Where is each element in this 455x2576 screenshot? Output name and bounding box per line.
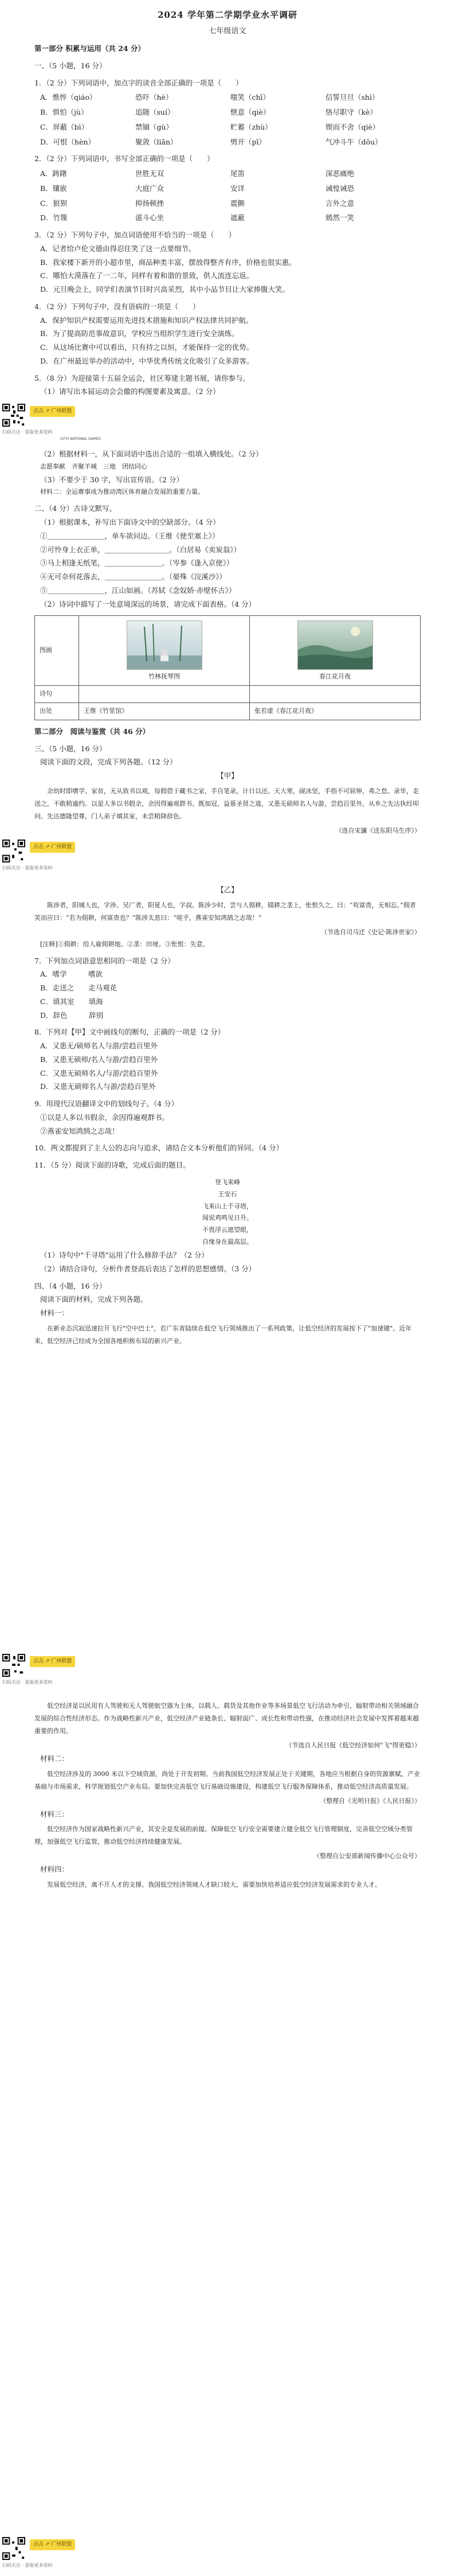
watermark-caption: 扫码关注 · 获取更多资料 (2, 430, 53, 435)
q6-line-4: ④无可奈何花落去，＿＿＿＿＿＿＿＿。（晏殊《浣溪沙》） (40, 572, 227, 581)
q1-a3: 嗤笑（chī） (230, 93, 270, 102)
passage-note: [注释]①佣耕：给人雇佣耕地。②垄：田埂。③怅恨：失意。 (40, 940, 209, 948)
q9-line-2: ②燕雀安知鸿鹄之志哉！ (40, 1126, 119, 1135)
q2-a3: 尾笛 (230, 169, 245, 178)
passage-a-label: 【甲】 (217, 771, 238, 780)
part2-heading: 第二部分 阅读与鉴赏（共 46 分） (34, 727, 150, 736)
watermark-badge[interactable]: 点击 ↗ 广州联盟 (30, 2539, 75, 2550)
q5-sub2: （2）根据材料一，从下面词语中选出合适的一组填入横线处。（2 分） (40, 450, 263, 458)
passage-b-text: 陈涉者，阳城人也，字涉。吴广者，阳夏人也，字叔。陈涉少时，尝与人佣耕，辍耕之垄上，怅恨久之，曰：“苟富贵，无相忘。”佣者笑而应曰：“若为佣耕，何富贵也？”陈涉太息曰：“嗟乎，燕雀安知鸿鹄之志哉！” (34, 901, 416, 922)
watermark-4 (0, 2535, 455, 2569)
q1-c1: C．屏蔽（bì） (40, 122, 89, 131)
poem-line-4: 自缘身在最高层。 (202, 1238, 253, 1246)
q11b: （2）请结合诗句，分析作者登高后表达了怎样的思想感情。（3 分） (40, 1264, 256, 1273)
q1-a2: 恐吓（hè） (135, 93, 173, 102)
bamboo-painting (127, 620, 202, 670)
q9-stem: 9．用现代汉语翻译文中的划线句子。（4 分） (34, 1099, 179, 1109)
qr-code-icon[interactable] (2, 1654, 25, 1677)
q4-stem: 4．（2 分）下列句子中，没有语病的一项是（ ） (34, 302, 200, 311)
q1-d1: D．可恨（hèn） (40, 137, 96, 146)
q1-b3: 惬意（qiè） (230, 108, 270, 117)
poem-author: 王安石 (218, 1190, 237, 1198)
poem-line-1: 飞来山上千寻塔， (202, 1202, 253, 1210)
q3-opt-d: D．元旦晚会上，同学们表演节目时兴高采烈，其中小品节目让大家捧腹大笑。 (40, 285, 290, 294)
right-painting-cell (250, 616, 421, 686)
q2-b1: B．镶嵌 (40, 184, 67, 193)
watermark-badge[interactable]: 点击 ↗ 广州联盟 (30, 1656, 75, 1667)
q2-a1: A．踌躇 (40, 169, 67, 178)
q4-opt-a: A．保护知识产权需要运用先进技术措施和知识产权法律共同护航。 (40, 315, 253, 325)
q1-row-b (40, 106, 421, 119)
material4-label: 材料四： (40, 1865, 69, 1874)
q8-opt-a: A．又患无/硕师名人与游/尝趋百里外 (40, 1041, 158, 1051)
q1-row-c (40, 120, 421, 134)
q7-stem: 7．下列加点词语意思相同的一项是（2 分） (34, 956, 175, 965)
material1-source: （节选自人民日报《低空经济如何"飞"得更稳》） (285, 1742, 421, 1749)
q2-a2: 世胜无双 (135, 169, 164, 178)
q6-stem: （1）根据课本，补写出下面诗文中的空缺部分。（4 分） (40, 518, 220, 527)
watermark-2 (0, 837, 455, 872)
q2-a4: 深恶痛绝 (325, 169, 355, 178)
watermark-badge[interactable]: 点击 ↗ 广州联盟 (30, 406, 75, 417)
q11a: （1）诗句中"千寻塔"运用了什么修辞手法？（2 分） (40, 1251, 209, 1260)
part1-heading: 第一部分 积累与运用（共 24 分） (34, 44, 145, 53)
section4-intro: 阅读下面的材料，完成下列各题。 (40, 1295, 148, 1304)
poem-line-2: 闻说鸡鸣见日升。 (202, 1214, 253, 1222)
q1-b2: 追随（suí） (135, 108, 175, 117)
left-poem-blank[interactable] (79, 686, 250, 703)
q5-sub2-words: 志愿奉献 齐聚羊城 三地 团结同心 (40, 462, 147, 470)
q3-opt-c: C．哪怕大漠落在了一二年，同样有着和谐的景致，供人流连忘返。 (40, 271, 254, 280)
material3-text: 低空经济作为国家战略性新兴产业，其安全是发展的前提。保障低空飞行安全需要建立健全低空飞行管理制度，完善低空空域分类管理，加强低空飞行监管，推动低空经济持续健康发展。 (34, 1825, 413, 1846)
q8-stem: 8．下列对【甲】文中画线句的断句，正确的一项是（2 分） (34, 1028, 225, 1037)
q1-b1: B．惧怕（jù） (40, 108, 88, 117)
q2-b4: 诫惶诫恐 (325, 184, 355, 193)
material1-text-cont: 低空经济是以民用有人驾驶和无人驾驶航空器为主体，以载人、载货及其他作业等多场景低空飞行活动为牵引，辐射带动相关领域融合发展的综合性经济形态。作为战略性新兴产业，低空经济产业链条长、辐射面广、成长性和带动性强，在推动经济社会发展中发挥着越来越重要的作用。 (34, 1702, 419, 1735)
q6-sub2: （2）诗词中描写了一处意境深远的场景，请完成下面表格。（4 分） (40, 599, 256, 608)
q2-row-a (40, 167, 421, 181)
q4-opt-c: C．从这场比赛中可以看出，只有持之以恒，才能保持一定的优势。 (40, 343, 254, 352)
material1-text: 在新业态沉寂迅速拉开飞行"空中巴士"，若广东省陆续在低空飞行领域推出了一系列政策，让低空经济的发展按下了"加速键"。近年来，低空经济已经成为全国各地积极布局的新兴产业。 (34, 1324, 412, 1345)
q1-a4: 信誓旦旦（shì） (325, 93, 379, 102)
left-painting-cell (79, 616, 250, 686)
qr-code-icon[interactable] (2, 2537, 25, 2560)
q4-opt-b: B．为了提高防范事故意识，学校应当组织学生进行安全演练。 (40, 329, 239, 338)
right-poem-blank[interactable] (250, 686, 421, 703)
q6-line-1: ①＿＿＿＿＿＿＿＿，单车欲问边。（王维《使至塞上》） (40, 531, 219, 540)
q2-c3: 震颤 (230, 198, 245, 208)
passage-a-text: 余幼时即嗜学。家贫，无从致书以观，每假借于藏书之家，手自笔录，计日以还。天大寒，砚冰坚，手指不可屈伸，弗之怠。录毕，走送之，不敢稍逾约。以是人多以书假余，余因得遍观群书。既加冠，益慕圣贤之道，又患无硕师名人与游，尝趋百里外，从乡之先达执经叩问。先达德隆望尊，门人弟子填其室，未尝稍降辞色。 (34, 787, 419, 820)
qr-code-icon[interactable] (2, 840, 25, 862)
exam-title: 2024 学年第二学期学业水平调研 (158, 10, 297, 20)
q5-sub1: （1）请写出本届运动会会徽的构图要素及寓意。（2 分） (40, 387, 220, 396)
svg-text:15TH NATIONAL GAMES: 15TH NATIONAL GAMES (60, 437, 101, 442)
q2-stem: 2．（2 分）下列词语中，书写全部正确的一项是（ ） (34, 154, 214, 163)
q2-c1: C．狼狈 (40, 198, 68, 208)
watermark-caption: 扫码关注 · 获取更多资料 (2, 1680, 53, 1685)
q8-opt-b: B．又患无硕师/名人与游/尝趋百里外 (40, 1055, 158, 1064)
river-painting (297, 620, 373, 670)
material3-source: （整理自公安部新闻传播中心公众号） (313, 1852, 421, 1860)
row-label-poem: 诗句 (35, 686, 79, 703)
watermark-3 (0, 1652, 455, 1686)
material3-label: 材料三： (40, 1809, 69, 1818)
q2-d2: 滋斗心坐 (135, 213, 164, 223)
q11-stem: 11．（5 分）阅读下面的诗歌，完成后面的题目。 (34, 1161, 190, 1170)
q2-b3: 安详 (230, 184, 245, 193)
q1-d2: 聚敛（liǎn） (135, 137, 178, 146)
material2-text: 低空经济涉及的 3000 米以下空域资源，尚处于开发初期。当前我国低空经济发展正处于关键期，各地应当根据自身的资源禀赋、产业基础与市场需求，科学规划低空产业布局。要加快完善低空飞行基础设施建设，构建低空飞行服务保障体系，推动低空经济高质量发展。 (34, 1770, 420, 1790)
right-source: 张若虚《春江花月夜》 (250, 703, 421, 720)
q7-opt-b: B．走送之 走马观花 (40, 983, 117, 993)
material2-label: 材料二： (40, 1754, 69, 1763)
q2-d3: 遮蔽 (230, 213, 245, 223)
q3-opt-b: B．我家楼下新开的小超市里，商品种类丰富，摆放得整齐有序，价格也很实惠。 (40, 257, 296, 267)
section4-heading: 四、（4 小题，16 分） (34, 1281, 107, 1290)
q2-d1: D．竹篾 (40, 213, 68, 223)
poem-title: 登飞来峰 (215, 1178, 240, 1186)
q3-stem: 3．（2 分）下列句子中，加点词语使用不恰当的一项是（ ） (34, 231, 236, 240)
q5-sub3: （3）不要少于 30 字，写出宣传语。（2 分） (40, 475, 183, 484)
material4-text: 发展低空经济，离不开人才的支撑。我国低空经济领域人才缺口较大，需要加快培养适应低空经济发展需求的专业人才。 (47, 1880, 381, 1888)
q2-row-d (40, 211, 421, 225)
q5-stem: 5．（8 分）为迎接第十五届全运会，社区筹建主题书展，请你参与。 (34, 373, 250, 383)
q2-row-b (40, 182, 421, 196)
passage-b-label: 【乙】 (217, 885, 238, 894)
qr-code-icon[interactable] (2, 404, 25, 427)
q6-line-2: ②可怜身上衣正单，＿＿＿＿＿＿＿＿＿。（白居易《卖炭翁》） (40, 545, 241, 554)
page-1 (0, 0, 455, 442)
watermark-caption: 扫码关注 · 获取更多资料 (2, 865, 53, 871)
watermark-caption: 扫码关注 · 获取更多资料 (2, 2563, 53, 2568)
q7-opt-a: A．嗜学 嗜欲 (40, 970, 103, 979)
left-painting-caption: 竹林抚琴图 (148, 673, 180, 681)
q1-row-a (40, 91, 421, 104)
q6-line-3: ③马上相逢无纸笔，＿＿＿＿＿＿＿＿。（岑参《逢入京使》） (40, 559, 234, 568)
q2-d4: 嫣然一笑 (325, 213, 355, 223)
row-label-painting: 图画 (35, 616, 79, 686)
q7-opt-d: D．辞色 辞别 (40, 1010, 104, 1020)
q8-opt-d: D．又患无硕师名人与游/尝趋百里外 (40, 1082, 156, 1091)
page-4 (0, 1697, 455, 2535)
section2-heading: 二、（4 分）古诗文默写。 (34, 504, 117, 513)
q2-c4: 言外之意 (325, 198, 355, 208)
exam-subtitle: 七年级语文 (209, 26, 246, 36)
left-source: 王维《竹里馆》 (79, 703, 250, 720)
q1-b4: 恪尽职守（kè） (325, 108, 377, 117)
q1-c4: 锲而不舍（qiè） (325, 122, 380, 131)
section1-heading: 一、（5 小题，16 分） (34, 61, 107, 70)
right-painting-caption: 春江花月夜 (319, 673, 351, 681)
q1-a1: A．憔悴（qiáo） (40, 93, 97, 102)
q7-opt-c: C．填其室 填海 (40, 997, 103, 1006)
q2-c2: 抑扬顿挫 (135, 198, 164, 208)
q8-opt-c: C．又患无硕师名人/与游/尝趋百里外 (40, 1068, 158, 1078)
q1-c3: 贮蓄（zhù） (230, 122, 272, 131)
poem-line-3: 不畏浮云遮望眼， (202, 1226, 253, 1234)
section3-heading: 三、（5 小题，16 分） (34, 744, 107, 753)
material2-source: （整理自《光明日报》《人民日报》） (320, 1797, 421, 1805)
passage-a-source: （选自宋濂《送东阳马生序》） (335, 826, 421, 834)
material1-label: 材料一： (40, 1309, 69, 1318)
q4-opt-d: D．在广州最近举办的活动中，中华优秀传统文化吸引了众多游客。 (40, 356, 254, 365)
q1-d3: 劈开（pī） (230, 137, 266, 146)
row-label-source: 出处 (35, 703, 79, 720)
q2-row-c (40, 197, 421, 210)
q9-line-1: ①以是人多以书假余，余因得遍观群书。 (40, 1113, 170, 1122)
page-3 (0, 883, 455, 1629)
q6-line-5: ⑤＿＿＿＿＿＿＿＿，江山如画。（苏轼《念奴娇·赤壁怀古》） (40, 586, 236, 595)
q3-opt-a: A．记者给卢伦文德由得忍住笑了这一点要细节。 (40, 244, 196, 253)
poem-table (34, 615, 421, 720)
q1-row-d (40, 135, 421, 149)
watermark-1 (0, 401, 455, 436)
passage-b-source: （节选自司马迁《史记·陈涉世家》） (321, 928, 421, 936)
q2-b2: 大庭广众 (135, 184, 164, 193)
q1-c2: 禁锢（gù） (135, 122, 174, 131)
q5-sub3-hint: 材料二：全运赛事成为推动湾区体育融合发展的重要力量。 (40, 488, 204, 496)
section3-intro: 阅读下面的文段，完成下列各题。（12 分） (40, 758, 177, 767)
q10-stem: 10．两文都提到了主人公的志向与追求，请结合文本分析他们的异同。（4 分） (34, 1143, 284, 1153)
q1-stem: 1．（2 分）下列词语中，加点字的读音全部正确的一项是（ ） (34, 78, 243, 87)
watermark-badge[interactable]: 点击 ↗ 广州联盟 (30, 842, 75, 853)
page-2 (0, 447, 455, 849)
q1-d4: 气冲斗牛（dǒu） (325, 137, 382, 146)
